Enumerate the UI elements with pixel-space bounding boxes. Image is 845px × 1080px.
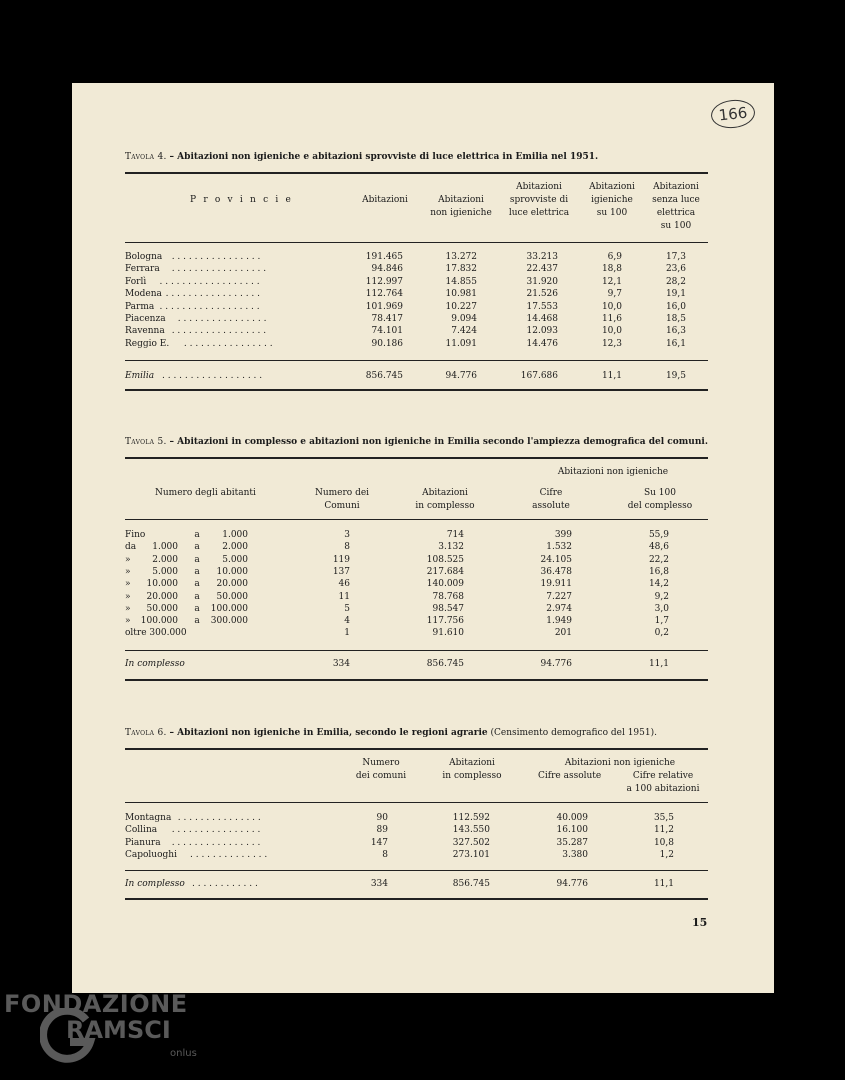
t5-cell-assolute: 7.227 [546, 591, 572, 602]
t5-cell-assolute: 2.974 [546, 603, 572, 614]
t4-row-dots: . . . . . . . . . . . . . . . . . [165, 289, 261, 300]
t5-row-to: 10.000 [216, 566, 248, 577]
table6-top-rule [125, 748, 708, 750]
t5-cell-complesso: 3.132 [438, 542, 464, 553]
t5-cell-comuni: 3 [344, 530, 350, 540]
t5-row-from: 1.000 [152, 542, 178, 553]
t4-cell-igieniche-100: 9,7 [607, 289, 622, 300]
t5-cell-su100: 55,9 [648, 530, 669, 540]
t5-header-complesso: Abitazioni in complesso [415, 488, 475, 511]
t6-cell-comuni: 90 [376, 813, 388, 823]
t4-cell-abitazioni: 78.417 [371, 314, 403, 324]
t5-row-a: a [194, 542, 200, 553]
t4-total-sprovviste: 167.686 [520, 371, 558, 381]
t5-row-prefix: » [125, 566, 131, 577]
t6-row-name: Collina [125, 825, 158, 836]
t5-cell-comuni: 1 [344, 628, 350, 639]
table6-label: Tavola 6. [125, 728, 167, 738]
t4-cell-sprovviste: 33.213 [526, 252, 558, 262]
t6-row-name: Montagna [125, 813, 172, 823]
t4-cell-sprovviste: 14.468 [526, 314, 558, 324]
t5-total-name: In complesso [125, 659, 185, 669]
t5-row-to: 300.000 [210, 616, 248, 627]
t5-cell-assolute: 1.949 [546, 616, 572, 627]
t6-cell-complesso: 112.592 [452, 813, 490, 823]
t4-header-senza-luce-100: Abitazioni senza luce elettrica su 100 [652, 182, 700, 231]
t5-cell-complesso: 714 [446, 530, 464, 540]
t4-total-name: Emilia [125, 371, 155, 381]
table5-label: Tavola 5. [125, 437, 167, 447]
t5-cell-su100: 22,2 [648, 554, 669, 565]
table4-title: – Abitazioni non igieniche e abitazioni sprovviste di luce elettrica in Emilia nel 1951. [169, 152, 599, 162]
t4-header-sprovviste: Abitazioni sprovviste di luce elettrica [508, 182, 570, 218]
t4-total-senza-luce-100: 19,5 [665, 371, 686, 381]
t6-total-complesso: 856.745 [452, 879, 490, 889]
t4-cell-sprovviste: 17.553 [526, 301, 558, 312]
t4-row-name: Forlì [125, 276, 147, 287]
t5-cell-su100: 3,0 [654, 603, 669, 614]
t4-row-name: Bologna [125, 252, 163, 262]
t5-cell-complesso: 91.610 [432, 628, 464, 639]
t5-cell-complesso: 140.009 [426, 579, 464, 590]
t5-cell-assolute: 19.911 [540, 579, 572, 590]
t6-cell-assolute: 3.380 [562, 849, 588, 860]
t4-total-igieniche-100: 11,1 [601, 371, 622, 381]
t4-cell-abitazioni: 90.186 [371, 338, 403, 349]
t6-row-name: Capoluoghi [125, 849, 177, 860]
t5-cell-su100: 14,2 [648, 579, 669, 590]
t6-cell-assolute: 40.009 [556, 813, 588, 823]
t4-cell-sprovviste: 31.920 [526, 276, 558, 287]
t5-row-a: a [194, 566, 200, 577]
t6-cell-relative: 1,2 [659, 849, 674, 860]
table6-caption [125, 728, 657, 738]
t4-cell-abitazioni: 101.969 [365, 301, 403, 312]
t4-cell-senza-luce-100: 23,6 [665, 264, 686, 275]
t6-row-dots: . . . . . . . . . . . . . . [190, 849, 268, 860]
t4-header-province: P r o v i n c i e [190, 195, 294, 205]
t6-header-complesso: Abitazioni in complesso [442, 758, 502, 781]
page-number: 15 [692, 916, 708, 929]
t5-header-comuni: Numero dei Comuni [314, 488, 370, 511]
t6-row-dots: . . . . . . . . . . . . . . . . [171, 837, 261, 848]
t4-cell-igieniche-100: 6,9 [607, 252, 622, 262]
table6-total-rule [125, 870, 708, 871]
t6-cell-complesso: 273.101 [452, 849, 490, 860]
t4-cell-igieniche-100: 10,0 [601, 301, 622, 312]
table5-caption [125, 437, 708, 447]
table5-bottom-rule [125, 679, 708, 681]
t4-cell-senza-luce-100: 28,2 [665, 276, 686, 287]
t5-header-assolute: Cifre assolute [532, 488, 570, 511]
t5-cell-comuni: 11 [338, 591, 350, 602]
t4-cell-non-igieniche: 7.424 [451, 326, 477, 337]
t4-row-dots: . . . . . . . . . . . . . . . . . [171, 264, 267, 275]
t5-row-prefix: Fino [125, 530, 146, 540]
table4-header-rule [125, 242, 708, 243]
t4-cell-senza-luce-100: 16,0 [665, 301, 686, 312]
t5-cell-su100: 48,6 [648, 542, 669, 553]
t5-cell-complesso: 98.547 [432, 603, 464, 614]
t5-row-from: 50.000 [146, 603, 178, 614]
t4-row-dots: . . . . . . . . . . . . . . . . . . [159, 276, 260, 287]
t6-row-dots: . . . . . . . . . . . . . . . [177, 813, 261, 823]
t4-cell-igieniche-100: 11,6 [601, 314, 622, 324]
t4-row-dots: . . . . . . . . . . . . . . . . [171, 252, 261, 262]
table4-top-rule [125, 172, 708, 174]
t6-total-name: In complesso [125, 879, 185, 889]
t4-cell-non-igieniche: 11.091 [445, 338, 477, 349]
t6-cell-assolute: 35.287 [556, 837, 588, 848]
table6-title-note: (Censimento demografico del 1951). [490, 728, 657, 738]
t4-cell-senza-luce-100: 18,5 [665, 314, 686, 324]
t4-row-dots: . . . . . . . . . . . . . . . . [183, 338, 273, 349]
table4-label: Tavola 4. [125, 152, 167, 162]
t4-header-igieniche-100: Abitazioni igieniche su 100 [589, 182, 635, 218]
t5-row-prefix: » [125, 591, 131, 602]
t5-row-to: 100.000 [210, 603, 248, 614]
t4-cell-senza-luce-100: 16,1 [665, 338, 686, 349]
table4-total-rule [125, 360, 708, 361]
t5-total-complesso: 856.745 [426, 659, 464, 669]
t4-cell-non-igieniche: 17.832 [445, 264, 477, 275]
t5-row-a: a [194, 603, 200, 614]
t5-cell-su100: 16,8 [648, 566, 669, 577]
t5-row-prefix: » [125, 603, 131, 614]
t4-cell-igieniche-100: 10,0 [601, 326, 622, 337]
t5-cell-complesso: 108.525 [426, 554, 464, 565]
archive-number-stamp: 166 [710, 98, 757, 130]
t6-total-relative: 11,1 [653, 879, 674, 889]
t5-total-su100: 11,1 [648, 659, 669, 669]
t5-row-a: a [194, 616, 200, 627]
t4-cell-sprovviste: 22.437 [526, 264, 558, 275]
t5-row-a: a [194, 579, 200, 590]
t4-cell-igieniche-100: 12,1 [601, 276, 622, 287]
t4-cell-sprovviste: 12.093 [526, 326, 558, 337]
t4-cell-igieniche-100: 12,3 [601, 338, 622, 349]
t5-row-prefix: oltre 300.000 [125, 628, 187, 639]
t6-row-name: Pianura [125, 837, 161, 848]
t4-cell-non-igieniche: 9.094 [451, 314, 477, 324]
t5-row-prefix: » [125, 616, 131, 627]
t4-cell-senza-luce-100: 16,3 [665, 326, 686, 337]
t5-row-to: 5.000 [222, 554, 248, 565]
t5-cell-complesso: 217.684 [426, 566, 464, 577]
t4-cell-non-igieniche: 10.981 [445, 289, 477, 300]
t6-cell-comuni: 147 [370, 837, 388, 848]
table6-bottom-rule [125, 898, 708, 900]
logo-line-3: onlus [170, 1048, 197, 1059]
t5-row-a: a [194, 591, 200, 602]
t5-cell-assolute: 1.532 [546, 542, 572, 553]
t4-row-dots: . . . . . . . . . . . . . . . . . . [159, 301, 260, 312]
t4-cell-abitazioni: 94.846 [371, 264, 403, 275]
t4-total-abitazioni: 856.745 [365, 371, 403, 381]
t6-header-comuni: Numero dei comuni [355, 758, 407, 781]
t5-row-from: 100.000 [140, 616, 178, 627]
t4-row-name: Ravenna [125, 326, 165, 337]
t4-cell-senza-luce-100: 17,3 [665, 252, 686, 262]
t5-row-from: 5.000 [152, 566, 178, 577]
t5-row-a: a [194, 554, 200, 565]
t4-cell-senza-luce-100: 19,1 [665, 289, 686, 300]
t4-cell-igieniche-100: 18,8 [601, 264, 622, 275]
t5-cell-comuni: 5 [344, 603, 350, 614]
t5-row-to: 20.000 [216, 579, 248, 590]
t5-cell-assolute: 399 [554, 530, 572, 540]
t5-cell-comuni: 137 [332, 566, 350, 577]
t5-cell-su100: 1,7 [654, 616, 669, 627]
t5-row-prefix: » [125, 554, 131, 565]
t4-cell-abitazioni: 74.101 [371, 326, 403, 337]
t4-row-dots: . . . . . . . . . . . . . . . . [177, 314, 267, 324]
t5-cell-comuni: 46 [338, 579, 350, 590]
t6-cell-comuni: 8 [382, 849, 388, 860]
t5-total-comuni: 334 [332, 659, 350, 669]
t4-cell-non-igieniche: 13.272 [445, 252, 477, 262]
t5-cell-su100: 0,2 [654, 628, 669, 639]
t5-cell-complesso: 117.756 [426, 616, 464, 627]
t6-row-dots: . . . . . . . . . . . . . . . . [171, 825, 261, 836]
t5-row-to: 1.000 [222, 530, 248, 540]
t4-row-name: Parma [125, 301, 155, 312]
t4-header-non-igieniche: Abitazioni non igieniche [430, 195, 492, 218]
t5-cell-su100: 9,2 [654, 591, 669, 602]
t5-cell-complesso: 78.768 [432, 591, 464, 602]
t6-cell-complesso: 143.550 [452, 825, 490, 836]
t5-cell-comuni: 4 [344, 616, 350, 627]
table4-caption [125, 152, 598, 162]
t6-cell-relative: 11,2 [653, 825, 674, 836]
t4-total-non-igieniche: 94.776 [445, 371, 477, 381]
t6-total-assolute: 94.776 [556, 879, 588, 889]
table5-title: – Abitazioni in complesso e abitazioni non igieniche in Emilia secondo l'ampiezza demografica del comuni. [169, 437, 708, 447]
table6-title: – Abitazioni non igieniche in Emilia, secondo le regioni agrarie [169, 728, 488, 738]
t5-cell-comuni: 8 [344, 542, 350, 553]
table5-top-rule [125, 457, 708, 459]
t5-row-prefix: da [125, 542, 137, 553]
t6-cell-comuni: 89 [376, 825, 388, 836]
logo-line-2: RAMSCI [66, 1016, 171, 1044]
t6-cell-relative: 10,8 [653, 837, 674, 848]
t4-row-name: Piacenza [125, 314, 166, 324]
t5-header-group: Abitazioni non igieniche [557, 467, 669, 477]
t6-header-group: Abitazioni non igieniche [564, 758, 676, 768]
table6-header-rule [125, 802, 708, 803]
t4-cell-abitazioni: 112.764 [365, 289, 403, 300]
t6-cell-complesso: 327.502 [452, 837, 490, 848]
t5-cell-assolute: 24.105 [540, 554, 572, 565]
t5-total-assolute: 94.776 [540, 659, 572, 669]
t6-header-relative: Cifre relative a 100 abitazioni [626, 771, 700, 794]
t6-cell-assolute: 16.100 [556, 825, 588, 836]
t4-row-name: Ferrara [125, 264, 160, 275]
t6-total-dots: . . . . . . . . . . . . [192, 879, 258, 889]
logo-line-1: FONDAZIONE [4, 990, 188, 1018]
t5-row-from: 2.000 [152, 554, 178, 565]
t5-row-to: 2.000 [222, 542, 248, 553]
t4-row-name: Modena [125, 289, 162, 300]
t6-cell-relative: 35,5 [653, 813, 674, 823]
t4-row-name: Reggio E. [125, 338, 170, 349]
t4-cell-sprovviste: 21.526 [526, 289, 558, 300]
t6-header-assolute: Cifre assolute [538, 771, 602, 781]
t5-cell-comuni: 119 [332, 554, 350, 565]
t4-header-abitazioni: Abitazioni [362, 195, 408, 205]
t4-row-dots: . . . . . . . . . . . . . . . . . [171, 326, 267, 337]
t5-row-a: a [194, 530, 200, 540]
t5-row-to: 50.000 [216, 591, 248, 602]
table5-header-rule [125, 519, 708, 520]
t5-cell-assolute: 201 [554, 628, 572, 639]
table4-bottom-rule [125, 389, 708, 391]
t5-row-prefix: » [125, 579, 131, 590]
t4-cell-abitazioni: 112.997 [365, 276, 403, 287]
t4-cell-non-igieniche: 14.855 [445, 276, 477, 287]
t4-cell-sprovviste: 14.476 [526, 338, 558, 349]
table5-total-rule [125, 650, 708, 651]
t6-total-comuni: 334 [370, 879, 388, 889]
t4-cell-non-igieniche: 10.227 [445, 301, 477, 312]
t5-header-su100: Su 100 del complesso [627, 488, 693, 511]
t4-total-dots: . . . . . . . . . . . . . . . . . . [162, 371, 263, 381]
t5-header-abitanti: Numero degli abitanti [155, 488, 256, 498]
t4-cell-abitazioni: 191.465 [365, 252, 403, 262]
t5-cell-assolute: 36.478 [540, 566, 572, 577]
t5-row-from: 20.000 [146, 591, 178, 602]
t5-row-from: 10.000 [146, 579, 178, 590]
